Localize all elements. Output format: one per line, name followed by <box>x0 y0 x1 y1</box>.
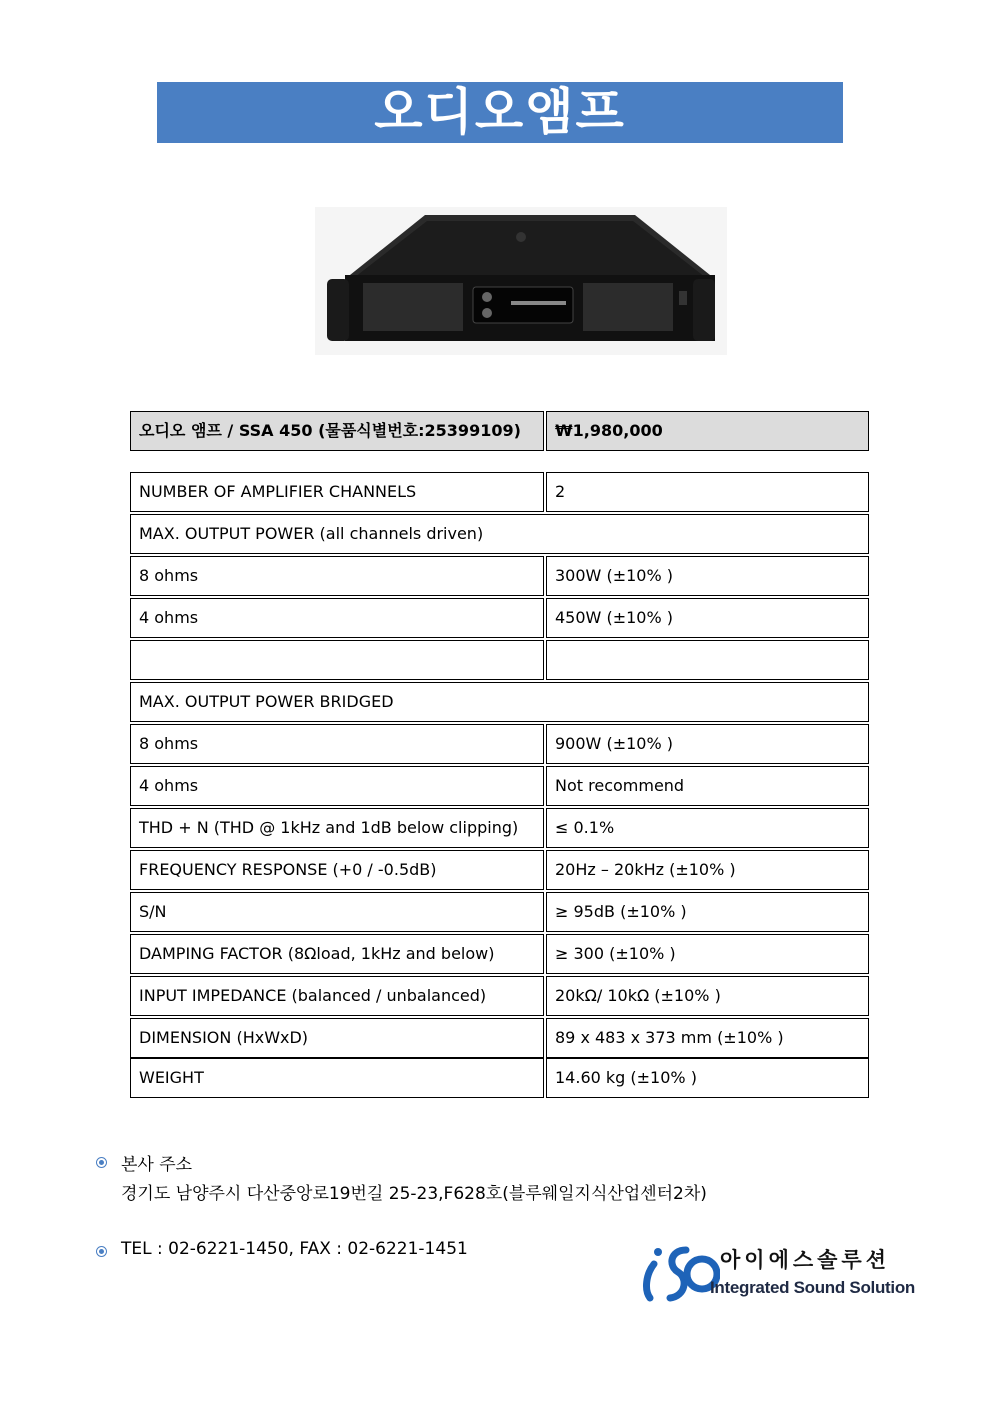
spec-value: 14.60 kg (±10% ) <box>546 1058 869 1098</box>
amplifier-photo <box>315 207 727 355</box>
radio-bullet-icon <box>96 1157 107 1168</box>
spec-value: 2 <box>546 472 869 512</box>
logo-text-korean: 아이에스솔루션 <box>720 1248 891 1272</box>
spec-value: Not recommend <box>546 766 869 806</box>
spec-label: WEIGHT <box>130 1058 544 1098</box>
spec-value: ≥ 300 (±10% ) <box>546 934 869 974</box>
company-logo <box>640 1240 915 1306</box>
product-price-cell: ₩1,980,000 <box>546 411 869 451</box>
spec-section-header: MAX. OUTPUT POWER (all channels driven) <box>130 514 869 554</box>
radio-bullet-icon <box>96 1246 107 1257</box>
spec-label: 4 ohms <box>130 766 544 806</box>
spec-value-empty <box>546 640 869 680</box>
spec-section-header: MAX. OUTPUT POWER BRIDGED <box>130 682 869 722</box>
spec-label: S/N <box>130 892 544 932</box>
spec-label: INPUT IMPEDANCE (balanced / unbalanced) <box>130 976 544 1016</box>
spec-label: DAMPING FACTOR (8Ωload, 1kHz and below) <box>130 934 544 974</box>
logo-text-english: Integrated Sound Solution <box>710 1278 915 1297</box>
spec-value: 900W (±10% ) <box>546 724 869 764</box>
spec-value: 20Hz – 20kHz (±10% ) <box>546 850 869 890</box>
spec-label-empty <box>130 640 544 680</box>
product-name-cell: 오디오 앰프 / SSA 450 (물품식별번호:25399109) <box>130 411 544 451</box>
hq-address-label: 본사 주소 <box>121 1155 193 1175</box>
spec-value: 450W (±10% ) <box>546 598 869 638</box>
spec-label: 4 ohms <box>130 598 544 638</box>
page-title: 오디오앰프 <box>157 82 843 143</box>
logo-mark-icon <box>640 1240 720 1306</box>
spec-label: 8 ohms <box>130 556 544 596</box>
spec-label: DIMENSION (HxWxD) <box>130 1018 544 1058</box>
spec-label: 8 ohms <box>130 724 544 764</box>
spec-value: ≤ 0.1% <box>546 808 869 848</box>
phone-fax: TEL : 02-6221-1450, FAX : 02-6221-1451 <box>121 1239 468 1259</box>
spec-value: 89 x 483 x 373 mm (±10% ) <box>546 1018 869 1058</box>
spec-label: THD + N (THD @ 1kHz and 1dB below clipping) <box>130 808 544 848</box>
spec-value: 300W (±10% ) <box>546 556 869 596</box>
hq-address: 경기도 남양주시 다산중앙로19번길 25-23,F628호(블루웨일지식산업센터2차) <box>121 1184 707 1204</box>
spec-label: FREQUENCY RESPONSE (+0 / -0.5dB) <box>130 850 544 890</box>
spec-label: NUMBER OF AMPLIFIER CHANNELS <box>130 472 544 512</box>
spec-value: ≥ 95dB (±10% ) <box>546 892 869 932</box>
spec-value: 20kΩ/ 10kΩ (±10% ) <box>546 976 869 1016</box>
